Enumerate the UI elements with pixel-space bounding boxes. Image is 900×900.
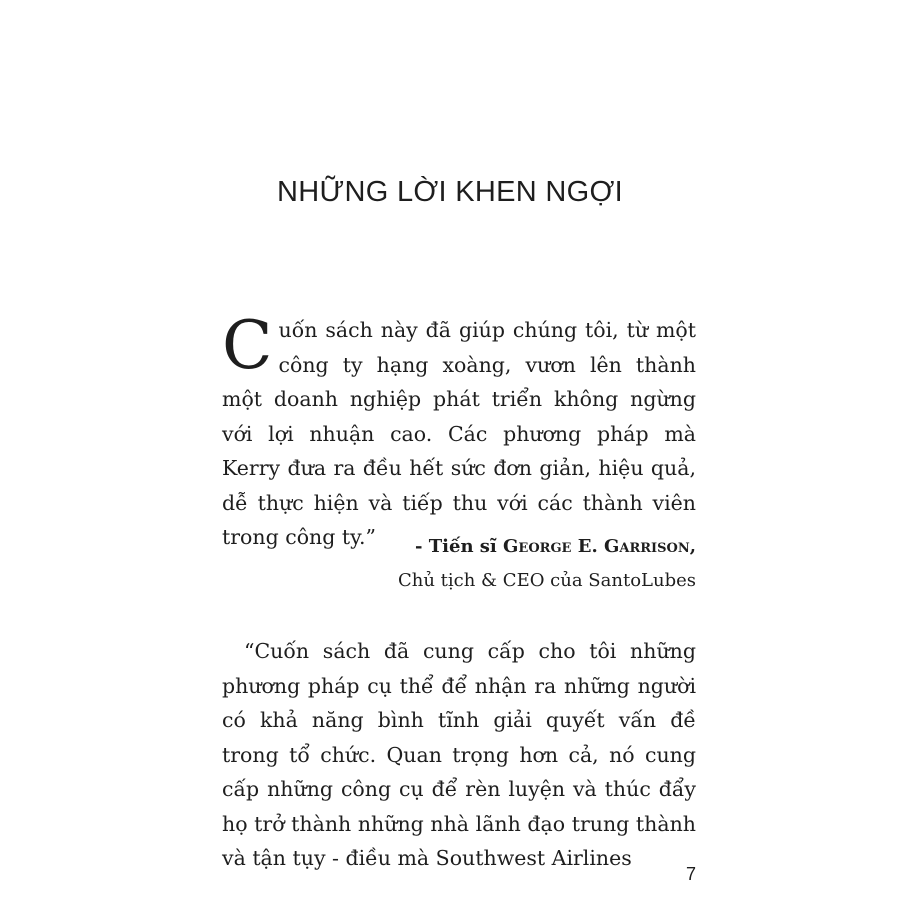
page-title: NHỮNG LỜI KHEN NGỢI [276,176,624,208]
page-number: 7 [685,864,696,884]
testimonial-quote-1 [222,307,696,555]
testimonial-text-2: “Cuốn sách đã cung cấp cho tôi những phương pháp cụ thể để nhận ra những người có khả năng bình tĩnh giải quyết vấn đề trong tổ chức. Quan trọng hơn cả, nó cung cấp những công cụ để rèn luyện và thúc đẩy họ trở thành những nhà lãnh đạo trung thành và tận tụy - điều mà Southwest Airlines [222,639,696,870]
testimonial-quote-2 [222,634,696,876]
drop-cap-letter: C [222,307,273,384]
attribution-prefix: - Tiến sĩ [415,536,497,557]
attribution-person: George E. Garrison, [503,536,696,557]
testimonial-attribution-role: Chủ tịch & CEO của SantoLubes [397,570,696,591]
testimonial-attribution-name [415,536,696,557]
testimonial-text-1: uốn sách này đã giúp chúng tôi, từ một công ty hạng xoàng, vươn lên thành một doanh nghiệp phát triển không ngừng với lợi nhuận cao. Các phương pháp mà Kerry đưa ra đều hết sức đơn giản, hiệu quả, dễ thực hiện và tiếp thu với các thành viên trong công ty.” [222,318,696,549]
